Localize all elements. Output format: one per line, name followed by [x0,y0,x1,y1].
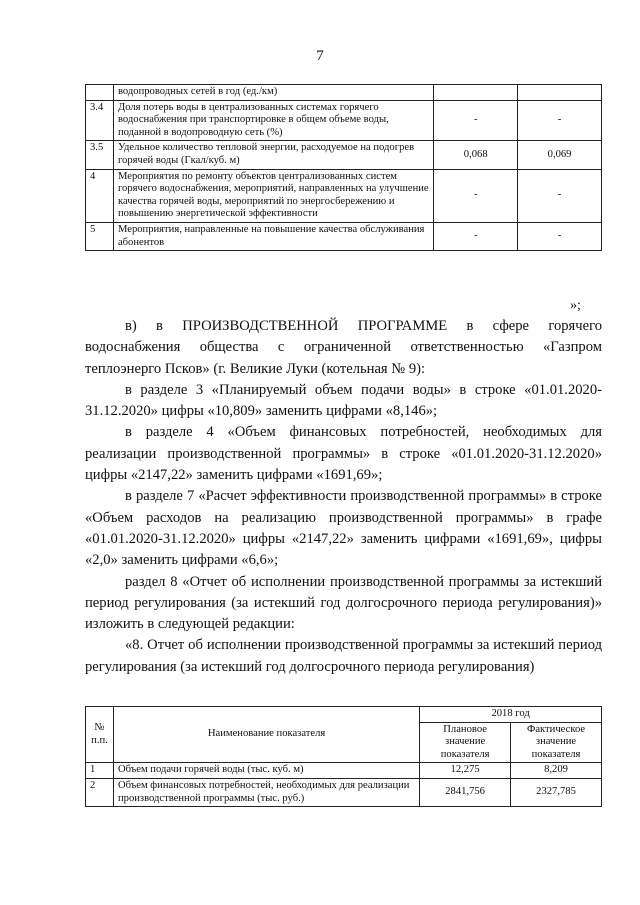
header-num: № п.п. [86,707,114,763]
row-number: 5 [86,222,114,250]
table-row [86,763,602,779]
row-number: 3.4 [86,100,114,141]
row-fact: 8,209 [511,763,602,779]
row-fact [518,85,602,101]
closing-quote: »; [570,298,581,313]
top-indicators-table [85,84,602,251]
row-fact: 0,069 [518,141,602,169]
table-row [86,778,602,806]
table-row [86,169,602,222]
row-plan: - [434,169,518,222]
page-number: 7 [316,48,324,64]
row-name: водопроводных сетей в год (ед./км) [113,85,433,101]
row-number [86,85,114,101]
row-plan: - [434,222,518,250]
row-plan: 2841,756 [420,778,511,806]
table-row [86,141,602,169]
header-year: 2018 год [420,707,602,723]
row-plan [434,85,518,101]
row-name: Удельное количество тепловой энергии, расходуемое на подогрев горячей воды (Гкал/куб. м) [113,141,433,169]
row-number: 1 [86,763,114,779]
row-name: Объем финансовых потребностей, необходимых для реализации производственной программы (тыс. руб.) [113,778,419,806]
paragraph: в разделе 4 «Объем финансовых потребностей, необходимых для реализации производственной программы» в строке «01.01.2020-31.12.2020» цифры «2147,22» заменить цифрами «1691,69»; [85,424,602,484]
paragraph: в разделе 7 «Расчет эффективности производственной программы» в строке «Объем расходов на реализацию производственной программы» в графе «01.01.2020-31.12.2020» цифры «2147,22» заменить цифрами «1691,69», цифры «2,0» заменить цифрами «6,6»; [85,488,602,569]
row-number: 3.5 [86,141,114,169]
header-fact: Фактическое значение показателя [511,722,602,763]
header-plan: Плановое значение показателя [420,722,511,763]
row-plan: 0,068 [434,141,518,169]
table-row [86,85,602,101]
row-name: Объем подачи горячей воды (тыс. куб. м) [113,763,419,779]
row-name: Мероприятия по ремонту объектов централизованных систем горячего водоснабжения, мероприятий, направленных на улучшение качества горячей воды, мероприятий по энергосбережению и повышению энергетической эффективности [113,169,433,222]
body-text [85,316,602,678]
row-fact: - [518,100,602,141]
header-name: Наименование показателя [113,707,419,763]
row-number: 4 [86,169,114,222]
report-heading: «8. Отчет об исполнении производственной программы за истекший период регулирования (за истекший год долгосрочного периода регулирования) [85,637,602,675]
row-number: 2 [86,778,114,806]
report-table [85,706,602,807]
row-plan: - [434,100,518,141]
row-fact: 2327,785 [511,778,602,806]
table-row [86,222,602,250]
row-plan: 12,275 [420,763,511,779]
table-row [86,100,602,141]
row-fact: - [518,169,602,222]
row-name: Мероприятия, направленные на повышение качества обслуживания абонентов [113,222,433,250]
row-fact: - [518,222,602,250]
paragraph: раздел 8 «Отчет об исполнении производственной программы за истекший период регулирования (за истекший год долгосрочного периода регулирования)» изложить в следующей редакции: [85,573,602,633]
paragraph: в разделе 3 «Планируемый объем подачи воды» в строке «01.01.2020-31.12.2020» цифры «10,809» заменить цифрами «8,146»; [85,381,602,420]
row-name: Доля потерь воды в централизованных системах горячего водоснабжения при транспортировке в общем объеме воды, поданной в водопроводную сеть (%) [113,100,433,141]
paragraph: в) в ПРОИЗВОДСТВЕННОЙ ПРОГРАММЕ в сфере горячего водоснабжения общества с ограниченной ответственностью «Газпром теплоэнерго Псков» (г. Великие Луки (котельная № 9): [85,318,602,377]
